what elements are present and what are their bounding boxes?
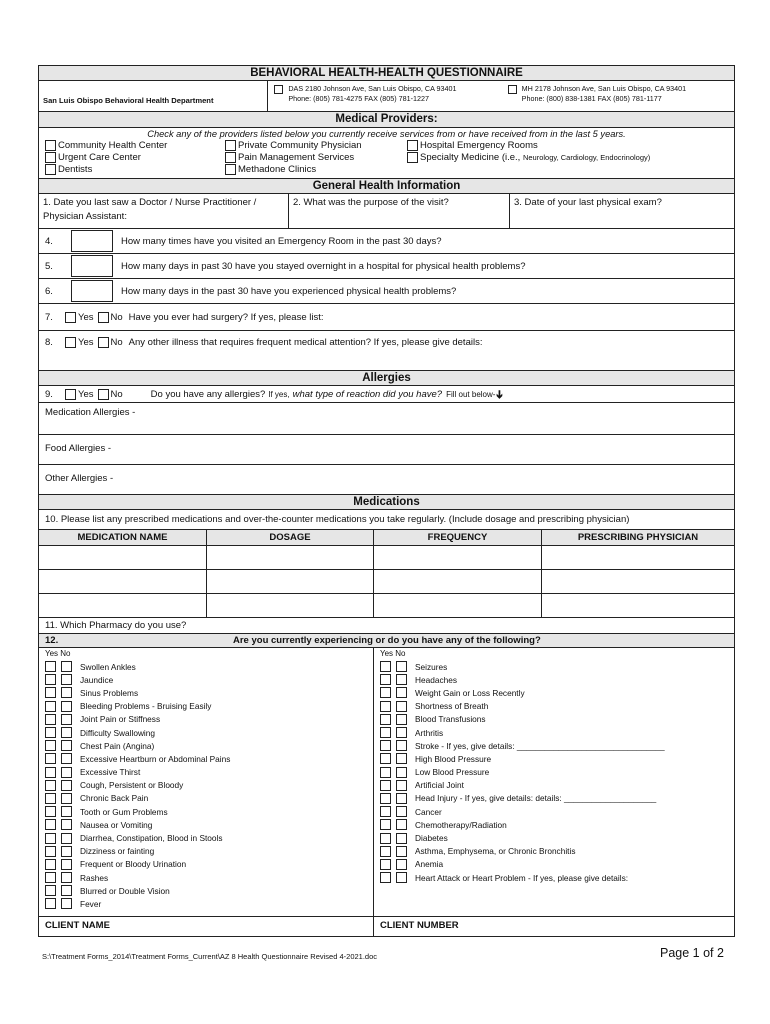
no-checkbox[interactable]	[61, 727, 72, 738]
no-checkbox[interactable]	[61, 859, 72, 870]
condition-label: Chronic Back Pain	[80, 793, 149, 804]
provider-private-physician[interactable]: Private Community Physician	[225, 140, 407, 152]
no-checkbox[interactable]	[61, 767, 72, 778]
yes-checkbox[interactable]	[380, 701, 391, 712]
condition-label: Diarrhea, Constipation, Blood in Stools	[80, 833, 223, 844]
medications-heading: Medications	[353, 496, 420, 508]
yes-checkbox[interactable]	[380, 674, 391, 685]
header-row	[39, 81, 734, 112]
condition-item	[45, 831, 373, 844]
condition-label: Asthma, Emphysema, or Chronic Bronchitis	[415, 846, 576, 857]
department-name: San Luis Obispo Behavioral Health Department	[43, 96, 214, 105]
conditions-left-column: Yes No Swollen Ankles Jaundice Sinus Problems Bleeding Problems - Bruising Easily Joint Pain or Stiffness Difficulty Swallowing Chest Pain (Angina) Excessive Heartburn or Abdominal Pains Excessive Thirst Cough, Persistent or Bloody Chronic Back Pain Tooth or Gum Problems Nausea or Vomiting Diarrhea, Constipation, Blood in Stools Dizziness or fainting Frequent or Bloody Urination Rashes Blurred or Double Vision Fever	[39, 648, 374, 916]
q8-yes-checkbox[interactable]	[65, 337, 76, 348]
col-frequency: FREQUENCY	[374, 530, 542, 545]
q5-text: How many days in past 30 have you stayed overnight in a hospital for physical health problems?	[121, 260, 526, 272]
condition-label: Chest Pain (Angina)	[80, 740, 155, 751]
no-checkbox[interactable]	[396, 727, 407, 738]
medication-name-cell[interactable]	[39, 594, 207, 617]
condition-label: Fever	[80, 898, 102, 909]
condition-label: Excessive Thirst	[80, 767, 141, 778]
condition-label: Cancer	[415, 806, 442, 817]
condition-item	[45, 752, 373, 765]
condition-item	[45, 766, 373, 779]
checkbox[interactable]	[225, 152, 236, 163]
yes-checkbox[interactable]	[45, 674, 56, 685]
providers-heading: Medical Providers:	[335, 113, 438, 125]
medication-name-cell[interactable]	[39, 546, 207, 569]
condition-label: Chemotherapy/Radiation	[415, 819, 507, 830]
yes-checkbox[interactable]	[45, 793, 56, 804]
no-checkbox[interactable]	[396, 872, 407, 883]
dosage-cell[interactable]	[207, 570, 374, 593]
condition-label: Sinus Problems	[80, 687, 139, 698]
condition-label: Head Injury - If yes, give details: details: ____________________	[415, 793, 657, 804]
condition-label: Heart Attack or Heart Problem - If yes, please give details:	[415, 872, 629, 883]
client-number-field[interactable]: CLIENT NUMBER	[380, 920, 459, 931]
provider-hospital-er[interactable]: Hospital Emergency Rooms	[407, 140, 650, 152]
q4-row: 4. How many times have you visited an Emergency Room in the past 30 days?	[39, 229, 734, 254]
provider-specialty[interactable]: Specialty Medicine (i.e., Neurology, Cardiology, Endocrinology)	[407, 152, 650, 164]
dosage-cell[interactable]	[207, 594, 374, 617]
no-checkbox[interactable]	[396, 674, 407, 685]
condition-item	[380, 726, 734, 739]
checkbox[interactable]	[225, 140, 236, 151]
condition-label: Anemia	[415, 859, 444, 870]
yes-checkbox[interactable]	[380, 806, 391, 817]
document-path: S:\Treatment Forms_2014\Treatment Forms_Current\AZ 8 Health Questionnaire Revised 4-2021.doc	[42, 952, 378, 961]
yes-checkbox[interactable]	[380, 753, 391, 764]
provider-pain-management[interactable]: Pain Management Services	[225, 152, 407, 164]
condition-label: Joint Pain or Stiffness	[80, 714, 161, 725]
col-prescribing-physician: PRESCRIBING PHYSICIAN	[577, 532, 699, 543]
q6-text: How many days in the past 30 have you experienced physical health problems?	[121, 285, 457, 297]
condition-label: Shortness of Breath	[415, 701, 489, 712]
condition-item	[380, 713, 734, 726]
checkbox[interactable]	[407, 140, 418, 151]
no-checkbox[interactable]	[61, 846, 72, 857]
no-checkbox[interactable]	[61, 833, 72, 844]
no-checkbox[interactable]	[61, 753, 72, 764]
no-checkbox[interactable]	[61, 793, 72, 804]
yes-checkbox[interactable]	[45, 740, 56, 751]
condition-label: High Blood Pressure	[415, 753, 492, 764]
q12-question: Are you currently experiencing or do you have any of the following?	[233, 635, 541, 646]
yes-checkbox[interactable]	[45, 687, 56, 698]
no-checkbox[interactable]	[396, 753, 407, 764]
no-checkbox[interactable]	[396, 806, 407, 817]
col-medication-name: MEDICATION NAME	[39, 530, 207, 545]
condition-item	[380, 805, 734, 818]
q9-row: 9. Yes No Do you have any allergies? If yes, what type of reaction did you have? Fill out below- ➔	[39, 386, 734, 403]
frequency-cell[interactable]	[374, 546, 542, 569]
condition-label: Swollen Ankles	[80, 661, 136, 672]
das-phone: Phone: (805) 781-4275 FAX (805) 781-1227	[288, 94, 430, 103]
physician-cell[interactable]	[542, 570, 734, 593]
no-checkbox[interactable]	[396, 714, 407, 725]
allergies-heading: Allergies	[362, 372, 411, 384]
food-allergies-field[interactable]: Food Allergies -	[39, 435, 734, 465]
arrow-down-icon: ➔	[493, 389, 506, 399]
condition-item	[45, 660, 373, 673]
yes-checkbox[interactable]	[45, 819, 56, 830]
condition-label: Arthritis	[415, 727, 444, 738]
condition-label: Stroke - If yes, give details: ________________________________	[415, 740, 665, 751]
condition-item	[45, 858, 373, 871]
condition-label: Low Blood Pressure	[415, 767, 490, 778]
conditions-section	[39, 648, 734, 917]
general-heading-row	[39, 179, 734, 194]
no-checkbox[interactable]	[61, 661, 72, 672]
q10-row	[39, 510, 734, 530]
checkbox[interactable]	[45, 164, 56, 175]
condition-label: Artificial Joint	[415, 780, 464, 791]
other-allergies-field[interactable]: Other Allergies -	[39, 465, 734, 495]
yes-checkbox[interactable]	[380, 687, 391, 698]
yes-checkbox[interactable]	[45, 753, 56, 764]
no-checkbox[interactable]	[396, 701, 407, 712]
no-checkbox[interactable]	[396, 780, 407, 791]
condition-item	[380, 845, 734, 858]
physician-cell[interactable]	[542, 546, 734, 569]
q11-row[interactable]	[39, 618, 734, 634]
no-checkbox[interactable]	[61, 885, 72, 896]
yes-checkbox[interactable]	[45, 727, 56, 738]
col-dosage: DOSAGE	[207, 530, 374, 545]
form-title: BEHAVIORAL HEALTH-HEALTH QUESTIONNAIRE	[250, 67, 523, 79]
q5-row: 5. How many days in past 30 have you stayed overnight in a hospital for physical health problems?	[39, 254, 734, 279]
yes-checkbox[interactable]	[45, 833, 56, 844]
condition-label: Frequent or Bloody Urination	[80, 859, 187, 870]
medications-heading-row	[39, 495, 734, 510]
no-checkbox[interactable]	[61, 872, 72, 883]
condition-label: Blurred or Double Vision	[80, 885, 170, 896]
yes-checkbox[interactable]	[380, 833, 391, 844]
q7-no-checkbox[interactable]	[98, 312, 109, 323]
condition-item	[45, 726, 373, 739]
medication-allergies-field[interactable]: Medication Allergies -	[39, 403, 734, 435]
condition-item	[45, 700, 373, 713]
providers-section	[39, 128, 734, 179]
q3-last-physical[interactable]: 3. Date of your last physical exam?	[514, 197, 662, 208]
dosage-cell[interactable]	[207, 546, 374, 569]
client-name-field[interactable]: CLIENT NAME	[39, 917, 374, 936]
yes-checkbox[interactable]	[45, 898, 56, 909]
condition-item	[380, 752, 734, 765]
condition-item	[45, 739, 373, 752]
q11-pharmacy: 11. Which Pharmacy do you use?	[45, 620, 187, 631]
yes-checkbox[interactable]	[380, 714, 391, 725]
yes-checkbox[interactable]	[45, 885, 56, 896]
condition-label: Diabetes	[415, 833, 448, 844]
q4-text: How many times have you visited an Emergency Room in the past 30 days?	[121, 235, 442, 247]
q2-visit-purpose[interactable]: 2. What was the purpose of the visit?	[289, 194, 510, 228]
condition-item	[45, 818, 373, 831]
medication-row	[39, 546, 734, 570]
condition-item	[380, 700, 734, 713]
no-checkbox[interactable]	[61, 898, 72, 909]
yes-checkbox[interactable]	[380, 872, 391, 883]
yes-checkbox[interactable]	[380, 780, 391, 791]
no-checkbox[interactable]	[61, 674, 72, 685]
mh-phone: Phone: (800) 838-1381 FAX (805) 781-1177	[521, 94, 662, 103]
yes-checkbox[interactable]	[380, 819, 391, 830]
providers-heading-row	[39, 112, 734, 128]
q5-input[interactable]	[71, 255, 113, 277]
medication-row	[39, 570, 734, 594]
condition-item	[45, 845, 373, 858]
no-checkbox[interactable]	[396, 859, 407, 870]
yes-checkbox[interactable]	[45, 872, 56, 883]
condition-item	[380, 831, 734, 844]
no-checkbox[interactable]	[396, 687, 407, 698]
q6-row: 6. How many days in the past 30 have you experienced physical health problems?	[39, 279, 734, 304]
yes-checkbox[interactable]	[45, 714, 56, 725]
q6-input[interactable]	[71, 280, 113, 302]
provider-community-health[interactable]: Community Health Center	[45, 140, 225, 152]
q1-last-visit[interactable]: 1. Date you last saw a Doctor / Nurse Practitioner / Physician Assistant:	[39, 194, 289, 228]
q7-text: Have you ever had surgery? If yes, please list:	[128, 311, 324, 323]
no-checkbox[interactable]	[61, 819, 72, 830]
mh-checkbox[interactable]	[508, 85, 517, 94]
checkbox[interactable]	[45, 140, 56, 151]
condition-label: Seizures	[415, 661, 448, 672]
page-number: Page 1 of 2	[660, 946, 724, 960]
client-row	[39, 917, 734, 936]
no-checkbox[interactable]	[61, 714, 72, 725]
condition-item	[380, 673, 734, 686]
no-checkbox[interactable]	[61, 740, 72, 751]
provider-dentists[interactable]: Dentists	[45, 164, 225, 176]
checkbox[interactable]	[45, 152, 56, 163]
q12-heading-row: 12. Are you currently experiencing or do you have any of the following?	[39, 634, 734, 648]
condition-label: Jaundice	[80, 674, 114, 685]
q7-yes-checkbox[interactable]	[65, 312, 76, 323]
medication-table-header	[39, 530, 734, 546]
allergies-heading-row	[39, 371, 734, 386]
condition-label: Bleeding Problems - Bruising Easily	[80, 701, 212, 712]
no-checkbox[interactable]	[396, 793, 407, 804]
condition-label: Blood Transfusions	[415, 714, 486, 725]
q1-3-row	[39, 194, 734, 229]
no-checkbox[interactable]	[61, 780, 72, 791]
condition-label: Difficulty Swallowing	[80, 727, 156, 738]
providers-instruction: Check any of the providers listed below you currently receive services from or have received from in the last 5 years.	[147, 129, 626, 139]
condition-item	[45, 673, 373, 686]
no-checkbox[interactable]	[61, 806, 72, 817]
physician-cell[interactable]	[542, 594, 734, 617]
health-questionnaire-form	[38, 65, 735, 937]
no-checkbox[interactable]	[396, 833, 407, 844]
no-checkbox[interactable]	[396, 819, 407, 830]
q8-row: 8. Yes No Any other illness that requires frequent medical attention? If yes, please give details:	[39, 331, 734, 371]
yes-checkbox[interactable]	[45, 859, 56, 870]
no-checkbox[interactable]	[396, 661, 407, 672]
title-row	[39, 66, 734, 81]
yes-checkbox[interactable]	[380, 767, 391, 778]
q4-input[interactable]	[71, 230, 113, 252]
medication-name-cell[interactable]	[39, 570, 207, 593]
condition-item	[380, 818, 734, 831]
no-checkbox[interactable]	[61, 687, 72, 698]
frequency-cell[interactable]	[374, 594, 542, 617]
condition-item	[380, 739, 734, 752]
yes-checkbox[interactable]	[45, 767, 56, 778]
general-heading: General Health Information	[312, 180, 461, 192]
condition-item	[45, 792, 373, 805]
condition-item	[45, 713, 373, 726]
no-checkbox[interactable]	[61, 701, 72, 712]
yes-checkbox[interactable]	[45, 780, 56, 791]
condition-item	[380, 779, 734, 792]
provider-urgent-care[interactable]: Urgent Care Center	[45, 152, 225, 164]
yes-checkbox[interactable]	[380, 727, 391, 738]
das-address: DAS 2180 Johnson Ave, San Luis Obispo, CA 93401	[288, 84, 457, 93]
q10-text: 10. Please list any prescribed medications and over-the-counter medications you take regularly. (Include dosage and prescribing physician)	[45, 514, 630, 525]
condition-label: Rashes	[80, 872, 109, 883]
no-checkbox[interactable]	[396, 740, 407, 751]
yes-checkbox[interactable]	[45, 846, 56, 857]
q8-no-checkbox[interactable]	[98, 337, 109, 348]
q8-text: Any other illness that requires frequent medical attention? If yes, please give details:	[128, 337, 483, 348]
condition-item	[380, 858, 734, 871]
yes-checkbox[interactable]	[45, 701, 56, 712]
das-checkbox[interactable]	[274, 85, 283, 94]
q9-text: Do you have any allergies?	[150, 388, 266, 400]
medication-row	[39, 594, 734, 618]
condition-label: Excessive Heartburn or Abdominal Pains	[80, 753, 231, 764]
condition-item	[45, 884, 373, 897]
yes-checkbox[interactable]	[380, 859, 391, 870]
frequency-cell[interactable]	[374, 570, 542, 593]
condition-label: Cough, Persistent or Bloody	[80, 780, 184, 791]
condition-item	[45, 686, 373, 699]
checkbox[interactable]	[225, 164, 236, 175]
condition-item	[380, 766, 734, 779]
q9-no-checkbox[interactable]	[98, 389, 109, 400]
condition-item	[45, 779, 373, 792]
condition-item	[380, 792, 734, 805]
yes-checkbox[interactable]	[45, 806, 56, 817]
yes-checkbox[interactable]	[380, 661, 391, 672]
q7-row: 7. Yes No Have you ever had surgery? If yes, please list:	[39, 304, 734, 331]
no-checkbox[interactable]	[396, 846, 407, 857]
q9-yes-checkbox[interactable]	[65, 389, 76, 400]
condition-item	[380, 686, 734, 699]
condition-label: Headaches	[415, 674, 457, 685]
yes-checkbox[interactable]	[380, 793, 391, 804]
condition-item	[45, 871, 373, 884]
condition-label: Dizziness or fainting	[80, 846, 155, 857]
no-checkbox[interactable]	[396, 767, 407, 778]
mh-address: MH 2178 Johnson Ave, San Luis Obispo, CA 93401	[521, 84, 687, 93]
yes-checkbox[interactable]	[380, 740, 391, 751]
condition-label: Weight Gain or Loss Recently	[415, 687, 525, 698]
condition-label: Tooth or Gum Problems	[80, 806, 168, 817]
condition-label: Nausea or Vomiting	[80, 819, 153, 830]
condition-item	[380, 871, 734, 884]
checkbox[interactable]	[407, 152, 418, 163]
condition-item	[45, 897, 373, 910]
yes-checkbox[interactable]	[45, 661, 56, 672]
yes-checkbox[interactable]	[380, 846, 391, 857]
conditions-right-column: Yes No Seizures Headaches Weight Gain or Loss Recently Shortness of Breath Blood Transfusions Arthritis Stroke - If yes, give details: ________________________________ High Blood Pressure Low Blood Pressure Artificial Joint Head Injury - If yes, give details: details: ____________________ Cancer Chemotherapy/Radiation Diabetes Asthma, Emphysema, or Chronic Bronchitis Anemia Heart Attack or Heart Problem - If yes, please give details:	[374, 648, 734, 916]
provider-methadone[interactable]: Methadone Clinics	[225, 164, 407, 176]
condition-item	[45, 805, 373, 818]
condition-item	[380, 660, 734, 673]
